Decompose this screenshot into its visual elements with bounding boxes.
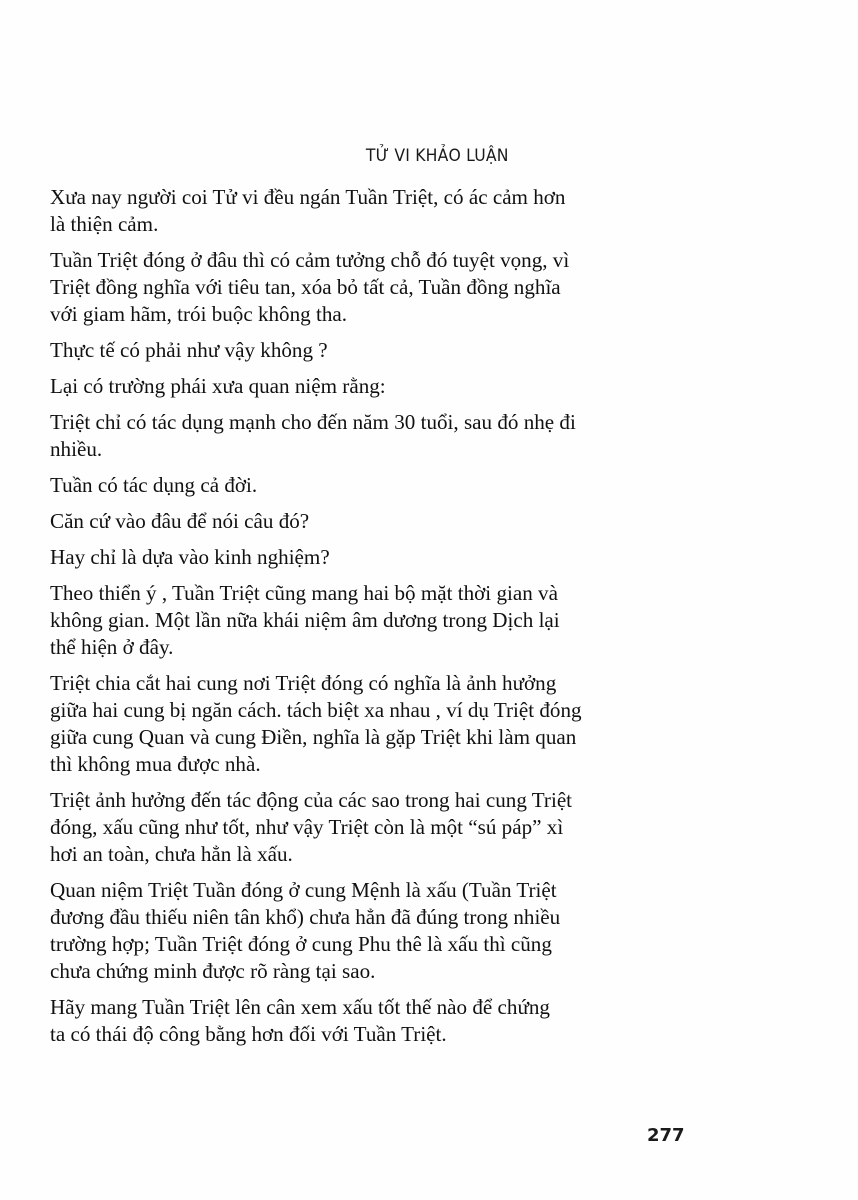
body-text <box>50 184 690 1057</box>
text-line: đóng, xấu cũng như tốt, như vậy Triệt còn là một “sú páp” xì <box>50 815 564 839</box>
text-line: giữa hai cung bị ngăn cách. tách biệt xa nhau , ví dụ Triệt đóng <box>50 698 582 722</box>
text-line: Căn cứ vào đâu để nói câu đó? <box>50 509 310 533</box>
text-line: Lại có trường phái xưa quan niệm rằng: <box>50 374 386 398</box>
text-line: thể hiện ở đây. <box>50 635 174 659</box>
paragraph-4 <box>50 373 690 400</box>
text-line: Triệt chỉ có tác dụng mạnh cho đến năm 30 tuổi, sau đó nhẹ đi <box>50 410 576 434</box>
paragraph-10 <box>50 670 690 778</box>
text-line: là thiện cảm. <box>50 212 159 236</box>
text-line: trường hợp; Tuần Triệt đóng ở cung Phu thê là xấu thì cũng <box>50 932 552 956</box>
text-line: Xưa nay người coi Tử vi đều ngán Tuần Triệt, có ác cảm hơn <box>50 185 566 209</box>
text-line: Quan niệm Triệt Tuần đóng ở cung Mệnh là xấu (Tuần Triệt <box>50 878 557 902</box>
text-line: Theo thiển ý , Tuần Triệt cũng mang hai bộ mặt thời gian và <box>50 581 558 605</box>
text-line: Triệt đồng nghĩa với tiêu tan, xóa bỏ tất cả, Tuần đồng nghĩa <box>50 275 561 299</box>
text-line: Tuần Triệt đóng ở đâu thì có cảm tưởng chỗ đó tuyệt vọng, vì <box>50 248 570 272</box>
paragraph-5 <box>50 409 690 463</box>
text-line: ta có thái độ công bằng hơn đối với Tuần Triệt. <box>50 1022 447 1046</box>
running-head: TỬ VI KHẢO LUẬN <box>365 146 509 166</box>
paragraph-13 <box>50 994 690 1048</box>
text-line: thì không mua được nhà. <box>50 752 261 776</box>
paragraph-6 <box>50 472 690 499</box>
text-line: hơi an toàn, chưa hẳn là xấu. <box>50 842 293 866</box>
text-line: đương đầu thiếu niên tân khổ) chưa hẳn đã đúng trong nhiều <box>50 905 561 929</box>
paragraph-3 <box>50 337 690 364</box>
paragraph-9 <box>50 580 690 661</box>
text-line: Triệt ảnh hưởng đến tác động của các sao trong hai cung Triệt <box>50 788 573 812</box>
text-line: nhiều. <box>50 437 103 461</box>
text-line: giữa cung Quan và cung Điền, nghĩa là gặp Triệt khi làm quan <box>50 725 577 749</box>
paragraph-7 <box>50 508 690 535</box>
text-line: Hãy mang Tuần Triệt lên cân xem xấu tốt thế nào để chứng <box>50 995 550 1019</box>
text-line: Thực tế có phải như vậy không ? <box>50 338 328 362</box>
paragraph-8 <box>50 544 690 571</box>
text-line: Tuần có tác dụng cả đời. <box>50 473 258 497</box>
paragraph-11 <box>50 787 690 868</box>
paragraph-2 <box>50 247 690 328</box>
page-number: 277 <box>647 1125 685 1146</box>
paragraph-12 <box>50 877 690 985</box>
text-line: Triệt chia cắt hai cung nơi Triệt đóng có nghĩa là ảnh hưởng <box>50 671 557 695</box>
text-line: với giam hãm, trói buộc không tha. <box>50 302 348 326</box>
text-line: Hay chỉ là dựa vào kinh nghiệm? <box>50 545 330 569</box>
text-line: chưa chứng minh được rõ ràng tại sao. <box>50 959 376 983</box>
text-line: không gian. Một lần nữa khái niệm âm dương trong Dịch lại <box>50 608 560 632</box>
paragraph-1 <box>50 184 690 238</box>
